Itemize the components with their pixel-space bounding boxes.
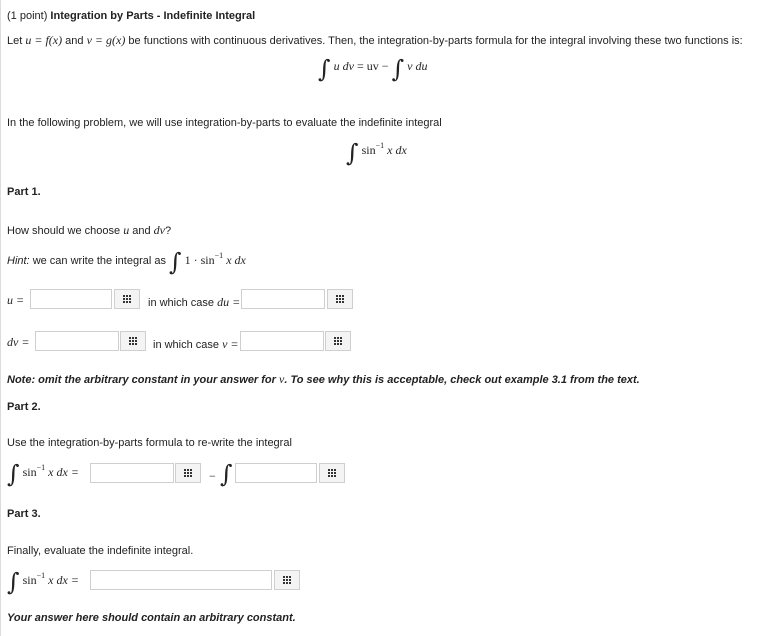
matrix-grid-icon xyxy=(328,469,336,477)
constant-note xyxy=(7,372,640,387)
v-text: in which case xyxy=(153,339,220,351)
u-answer-box xyxy=(30,289,112,309)
v-matrix-button[interactable] xyxy=(325,331,351,351)
ibp-formula xyxy=(318,57,427,87)
part2-integral xyxy=(220,462,233,486)
part2-second-answer-box xyxy=(235,463,317,483)
part3-matrix-button[interactable] xyxy=(274,570,300,590)
du-input[interactable] xyxy=(242,290,324,308)
matrix-grid-icon xyxy=(123,295,131,303)
part1-heading: Part 1. xyxy=(7,186,41,198)
integral-sign-icon: ∫ xyxy=(220,460,233,488)
part3-exponent: −1 xyxy=(36,571,46,580)
matrix-grid-icon xyxy=(129,337,137,345)
part2-text: Use the integration-by-parts formula to re-write the integral xyxy=(7,437,292,449)
note-v: v xyxy=(279,372,285,386)
problem-header xyxy=(7,10,255,22)
matrix-grid-icon xyxy=(336,295,344,303)
v-caption xyxy=(153,337,239,352)
hint-variable: x dx xyxy=(226,253,246,267)
du-caption xyxy=(148,295,240,310)
part2-first-matrix-button[interactable] xyxy=(175,463,201,483)
part1-question xyxy=(7,223,171,238)
part3-footer-note: Your answer here should contain an arbitrary constant. xyxy=(7,612,296,624)
target-integral xyxy=(346,141,407,171)
problem-title: Integration by Parts - Indefinite Integral xyxy=(50,10,256,22)
du-label: du = xyxy=(217,295,241,309)
note-text-a: Note: omit the arbitrary constant in your answer for xyxy=(7,374,276,386)
matrix-grid-icon xyxy=(283,576,291,584)
hint-exponent: −1 xyxy=(214,251,224,260)
formula-rhs: v du xyxy=(407,59,428,73)
intro-and: and xyxy=(65,35,84,47)
part3-function: sin xyxy=(22,573,37,587)
dv-input[interactable] xyxy=(36,332,118,350)
part2-variable: x dx = xyxy=(48,465,79,479)
part3-lhs xyxy=(7,570,79,600)
note-text-b: . To see why this is acceptable, check out example 3.1 from the text. xyxy=(284,374,640,386)
integral-sign-icon: ∫ xyxy=(346,139,359,167)
du-matrix-button[interactable] xyxy=(327,289,353,309)
integrand-exponent: −1 xyxy=(375,141,385,150)
u-input[interactable] xyxy=(31,290,111,308)
problem-statement: In the following problem, we will use integration-by-parts to evaluate the indefinite integral xyxy=(7,117,442,129)
question-u: u xyxy=(123,223,130,237)
question-text: How should we choose xyxy=(7,225,121,237)
integral-sign-icon: ∫ xyxy=(318,55,331,83)
integrand-variable: x dx xyxy=(387,143,407,157)
part2-exponent: −1 xyxy=(36,463,46,472)
integral-sign-icon: ∫ xyxy=(391,55,405,83)
u-label: u = xyxy=(7,293,25,307)
question-and: and xyxy=(132,225,151,237)
hint-text: we can write the integral as xyxy=(32,255,166,267)
du-text: in which case xyxy=(148,297,215,309)
dv-label: dv = xyxy=(7,335,30,349)
integral-sign-icon: ∫ xyxy=(169,248,182,276)
question-dv: dv xyxy=(153,223,165,237)
part1-hint xyxy=(7,250,246,278)
part3-text: Finally, evaluate the indefinite integral. xyxy=(7,545,194,557)
intro-u-definition: u = f(x) xyxy=(25,33,63,47)
part2-first-answer-box xyxy=(90,463,174,483)
dv-matrix-button[interactable] xyxy=(120,331,146,351)
formula-lhs: u dv xyxy=(333,59,354,73)
part3-answer-box xyxy=(90,570,272,590)
part3-heading: Part 3. xyxy=(7,508,41,520)
question-mark: ? xyxy=(165,225,172,237)
part2-second-input[interactable] xyxy=(236,464,316,482)
matrix-grid-icon xyxy=(334,337,342,345)
hint-label: Hint: xyxy=(7,255,30,267)
matrix-grid-icon xyxy=(184,469,192,477)
integral-sign-icon: ∫ xyxy=(7,460,20,488)
part2-first-input[interactable] xyxy=(91,464,173,482)
dv-answer-box xyxy=(35,331,119,351)
intro-let: Let xyxy=(7,35,23,47)
hint-expression: 1 · sin xyxy=(184,253,215,267)
v-input[interactable] xyxy=(241,332,323,350)
u-matrix-button[interactable] xyxy=(114,289,140,309)
integral-sign-icon: ∫ xyxy=(7,568,20,596)
v-label: v = xyxy=(222,337,239,351)
part2-second-matrix-button[interactable] xyxy=(319,463,345,483)
part3-variable: x dx = xyxy=(48,573,79,587)
du-answer-box xyxy=(241,289,325,309)
part3-input[interactable] xyxy=(91,571,271,589)
part2-heading: Part 2. xyxy=(7,401,41,413)
integrand-function: sin xyxy=(361,143,376,157)
formula-equals: = uv − xyxy=(356,59,389,73)
v-answer-box xyxy=(240,331,324,351)
left-border xyxy=(0,0,1,636)
intro-text xyxy=(7,33,743,48)
intro-explanation: be functions with continuous derivatives. Then, the integration-by-parts formula for the integral involving these two functions is: xyxy=(128,35,743,47)
intro-v-definition: v = g(x) xyxy=(86,33,126,47)
points-label: (1 point) xyxy=(7,10,48,22)
part2-minus: − xyxy=(209,469,216,483)
part2-function: sin xyxy=(22,465,37,479)
part2-lhs xyxy=(7,462,79,492)
